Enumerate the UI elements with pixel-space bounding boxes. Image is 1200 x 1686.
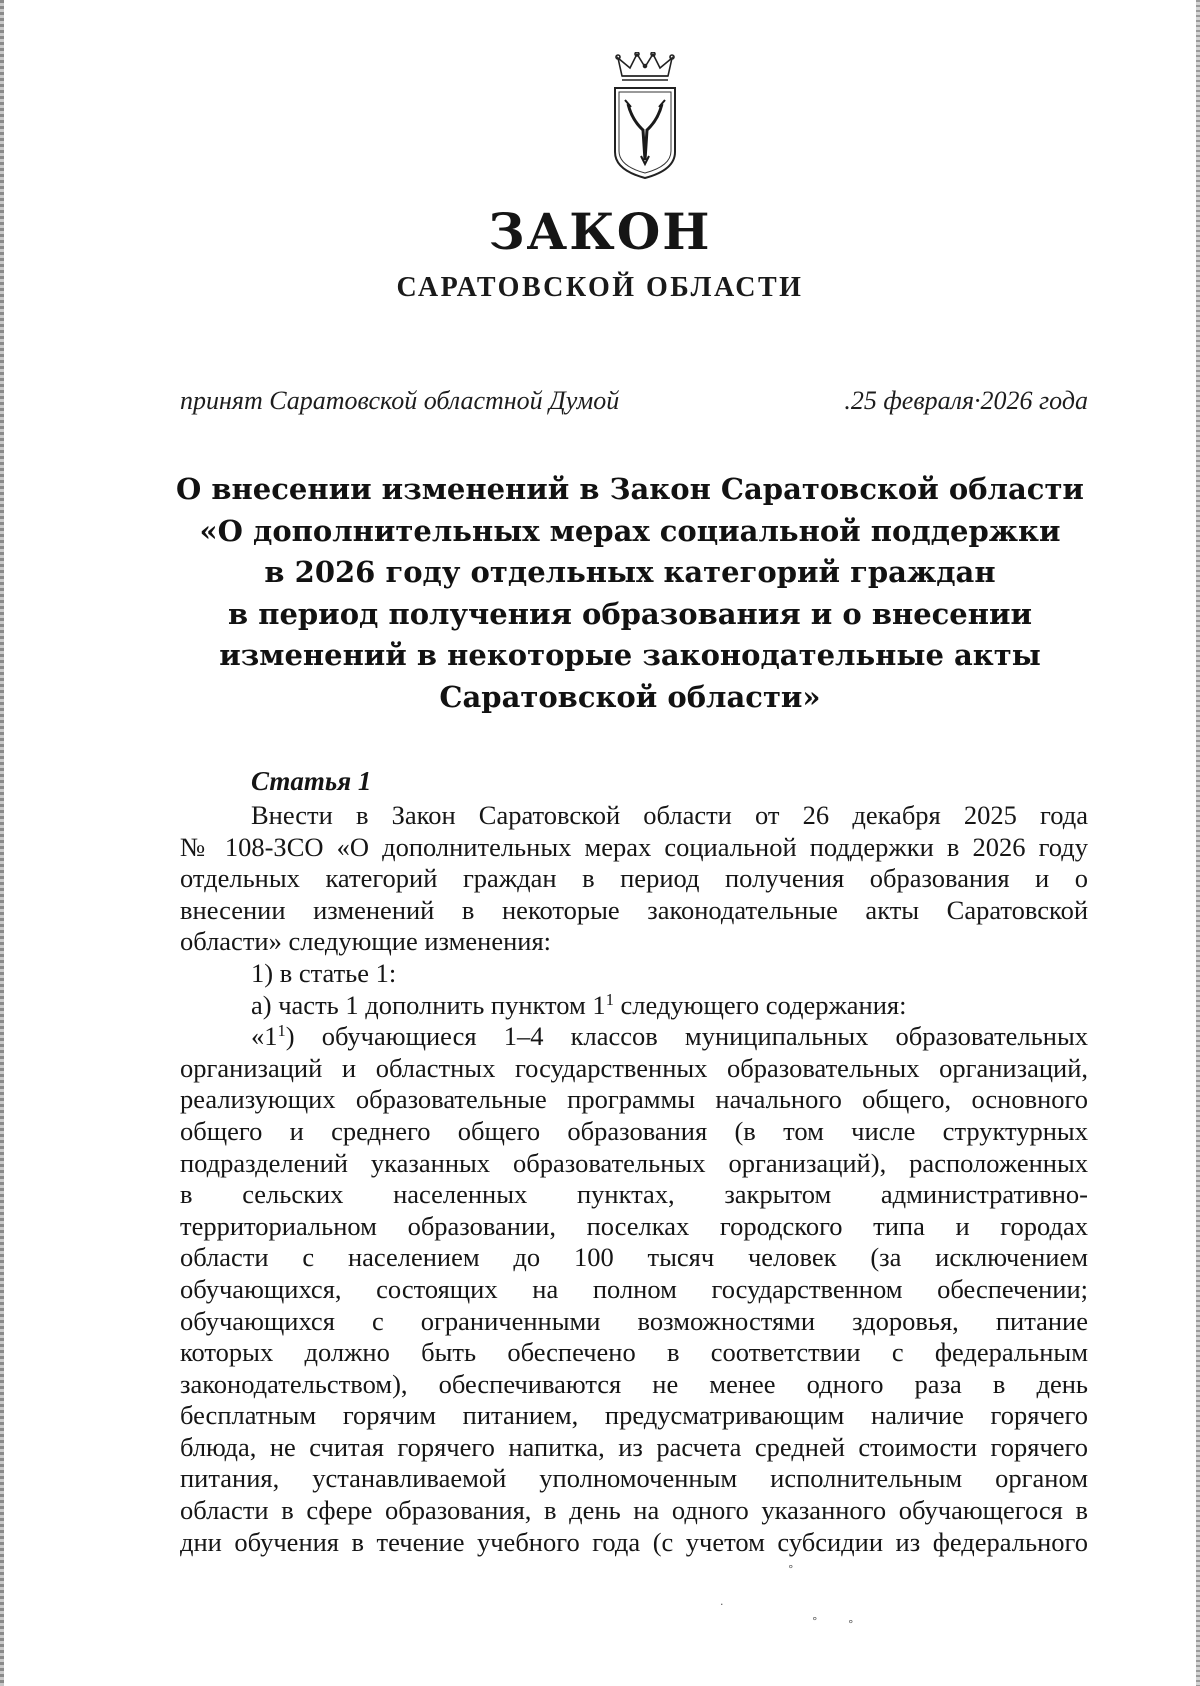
body-text-part: а) часть 1 дополнить пунктом 1: [251, 989, 606, 1020]
body-line: 1) в статье 1:: [251, 957, 397, 988]
scan-speck: °: [848, 1618, 854, 1631]
title-line: в период получения образования и о внесении: [227, 596, 1032, 631]
adoption-date: .25 февраля·2026 года: [844, 386, 1088, 415]
body-line: реализующих образовательные программы начального общего, основного: [180, 1084, 1088, 1115]
adopted-by-text: принят Саратовской областной Думой: [180, 386, 620, 415]
region-heading: САРАТОВСКОЙ ОБЛАСТИ: [396, 272, 804, 303]
body-text-part: ) обучающиеся 1–4 классов муниципальных образовательных: [285, 1021, 1088, 1052]
scan-speck: °: [788, 1563, 794, 1576]
body-line: законодательством), обеспечиваются не менее одного раза в день: [180, 1368, 1088, 1399]
body-line: которых должно быть обеспечено в соответствии с федеральным: [180, 1337, 1088, 1368]
body-line-with-superscript: [180, 990, 1088, 1022]
body-line: территориальном образовании, поселках городского типа и городах: [180, 1210, 1088, 1241]
body-line: обучающихся, состоящих на полном государственном обеспечении;: [180, 1273, 1088, 1304]
article-heading: Статья 1: [251, 766, 372, 796]
body-text-part: следующего содержания:: [613, 989, 907, 1020]
body-line: отдельных категорий граждан в период получения образования и о: [180, 863, 1088, 894]
body-line: области с населением до 100 тысяч человек (за исключением: [180, 1242, 1088, 1273]
title-line: О внесении изменений в Закон Саратовской области: [176, 472, 1084, 506]
superscript: 1: [277, 1021, 286, 1041]
scan-speck: °: [812, 1615, 818, 1628]
body-line: в сельских населенных пунктах, закрытом административно-: [180, 1179, 1088, 1210]
body-line: области» следующие изменения:: [180, 926, 552, 957]
body-line: организаций и областных государственных образовательных организаций,: [180, 1052, 1088, 1083]
title-line: изменений в некоторые законодательные акты: [219, 638, 1041, 672]
title-line: в 2026 году отдельных категорий граждан: [264, 555, 996, 589]
law-heading: ЗАКОН: [488, 202, 712, 261]
body-line: № 108-ЗСО «О дополнительных мерах социальной поддержки в 2026 году: [180, 831, 1088, 862]
article-body: [180, 800, 1088, 1558]
body-line-with-superscript: [180, 1021, 1088, 1053]
body-text-part: «1: [251, 1021, 278, 1052]
body-line: Внести в Закон Саратовской области от 26 декабря 2025 года: [251, 800, 1088, 830]
body-line: обучающихся с ограниченными возможностями здоровья, питание: [180, 1305, 1088, 1336]
body-line: питания, устанавливаемой уполномоченным исполнительным органом: [180, 1463, 1088, 1494]
body-line: блюда, не считая горячего напитка, из расчета средней стоимости горячего: [180, 1431, 1088, 1462]
body-line: внесении изменений в некоторые законодательные акты Саратовской: [180, 894, 1088, 925]
scan-speck: ·: [720, 1598, 724, 1611]
body-line: бесплатным горячим питанием, предусматривающим наличие горячего: [180, 1400, 1088, 1431]
body-line: общего и среднего общего образования (в том числе структурных: [180, 1115, 1088, 1146]
body-line: дни обучения в течение учебного года (с учетом субсидии из федерального: [180, 1526, 1088, 1557]
body-line: подразделений указанных образовательных организаций), расположенных: [180, 1147, 1088, 1178]
document-title: [150, 469, 1110, 718]
superscript: 1: [605, 989, 614, 1009]
title-line: «О дополнительных мерах социальной поддержки: [199, 513, 1061, 548]
coat-of-arms-icon: [610, 52, 680, 180]
body-line: области в сфере образования, в день на одного указанного обучающегося в: [180, 1495, 1088, 1526]
title-line: Саратовской области»: [439, 679, 821, 714]
